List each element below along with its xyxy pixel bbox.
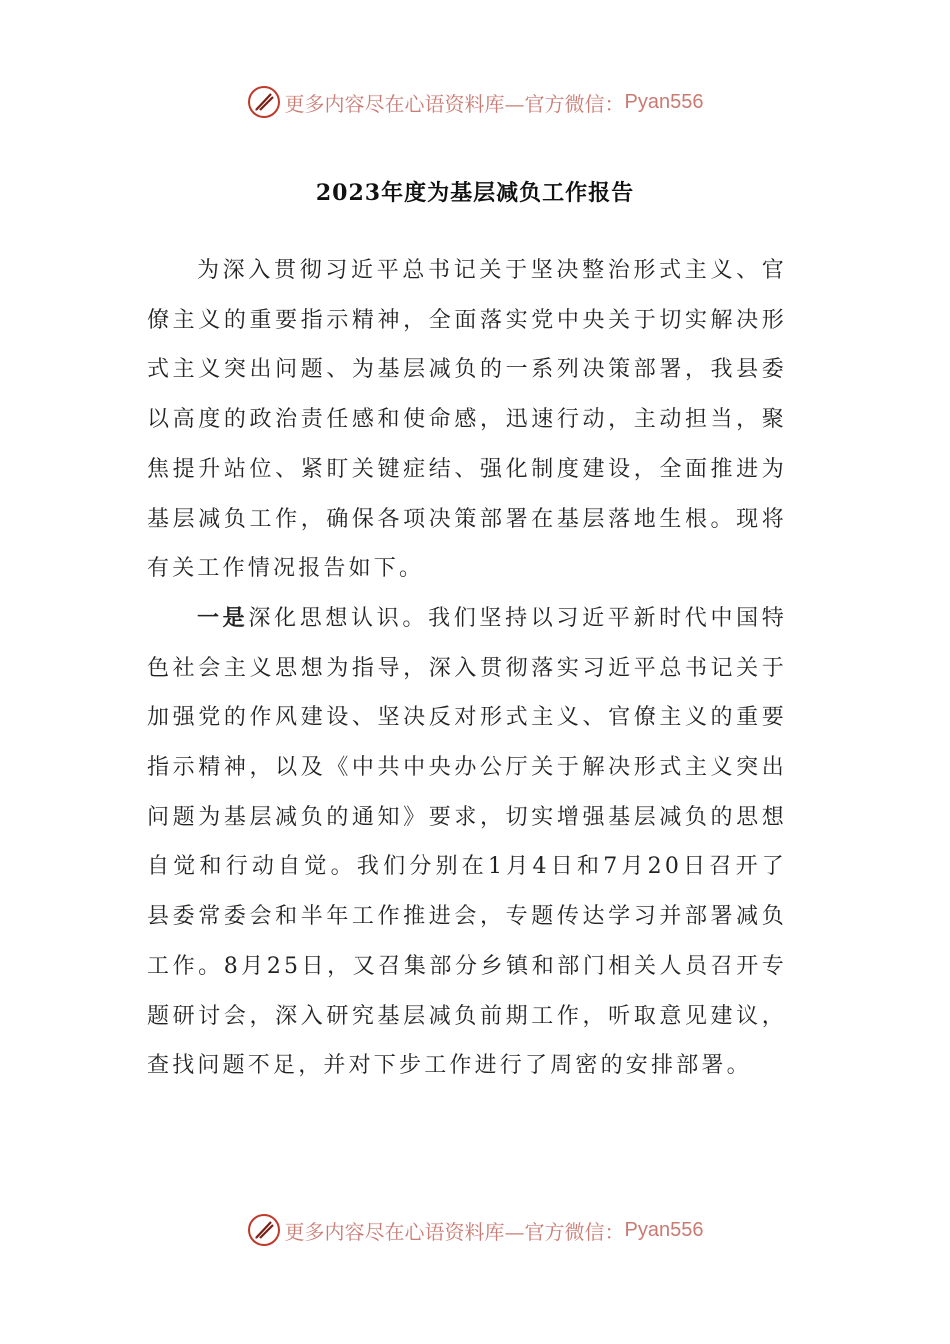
paragraph-lead: 一是 [197, 604, 249, 631]
paragraph-text: 为深入贯彻习近平总书记关于坚决整治形式主义、官僚主义的重要指示精神，全面落实党中央关于切实解决形式主义突出问题、为基层减负的一系列决策部署，我县委以高度的政治责任感和使命感，迅速行动，主动担当，聚焦提升站位、紧盯关键症结、强化制度建设，全面推进为基层减负工作，确保各项决策部署在基层落地生根。现将有关工作情况报告如下。 [147, 258, 787, 582]
watermark-text: 更多内容尽在心语资料库—官方微信： [284, 1219, 625, 1244]
watermark-text: 更多内容尽在心语资料库—官方微信： [284, 91, 625, 116]
paragraph-point-1 [147, 594, 787, 1091]
document-title: 2023年度为基层减负工作报告 [315, 180, 635, 206]
paragraph-intro [147, 246, 787, 594]
watermark-contact: Pyan556 [624, 90, 704, 113]
watermark-contact: Pyan556 [624, 1218, 704, 1241]
quill-logo-icon [247, 1213, 281, 1247]
quill-logo-icon [247, 85, 281, 119]
header-watermark [0, 82, 950, 122]
paragraph-text: 深化思想认识。我们坚持以习近平新时代中国特色社会主义思想为指导，深入贯彻落实习近平总书记关于加强党的作风建设、坚决反对形式主义、官僚主义的重要指示精神，以及《中共中央办公厅关于解决形式主义突出问题为基层减负的通知》要求，切实增强基层减负的思想自觉和行动自觉。我们分别在1月4日和7月20日召开了县委常委会和半年工作推进会，专题传达学习并部署减负工作。8月25日，又召集部分乡镇和部门相关人员召开专题研讨会，深入研究基层减负前期工作，听取意见建议，查找问题不足，并对下步工作进行了周密的安排部署。 [147, 605, 788, 1079]
document-body [147, 246, 787, 1091]
footer-watermark [0, 1210, 950, 1250]
